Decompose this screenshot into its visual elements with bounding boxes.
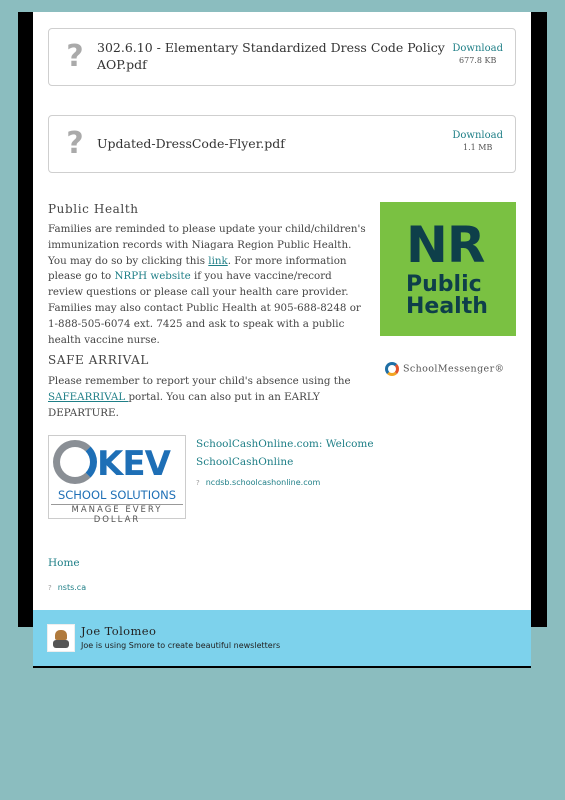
kev-swirl-icon — [53, 440, 97, 484]
text: portal. You can also put in an EARLY DEPARTURE. — [48, 390, 320, 419]
author-name[interactable]: Joe Tolomeo — [81, 624, 157, 638]
file-size: 1.1 MB — [463, 143, 493, 152]
author-footer — [33, 610, 531, 666]
logo-text: Health — [406, 294, 488, 319]
file-card-dress-code-policy[interactable] — [48, 28, 516, 86]
logo-text: Public — [406, 272, 482, 297]
nr-public-health-logo — [380, 202, 516, 336]
text: if you have vaccine/record review questions or please call your health care provider. Families may also contact Public Health at 905-688-8248 or 1-888-505-6074 ext. 7425 and ask to speak with a public health vaccine nurse. — [48, 270, 361, 346]
globe-icon: ? — [48, 584, 52, 592]
newsletter-body — [33, 12, 531, 610]
public-health-heading: Public Health — [48, 202, 139, 216]
home-url[interactable] — [48, 583, 86, 592]
logo-text — [406, 274, 488, 318]
url-text[interactable]: ncdsb.schoolcashonline.com — [205, 478, 321, 487]
question-mark-icon: ? — [66, 126, 84, 161]
home-link-title[interactable]: Home — [48, 557, 80, 569]
logo-text: NR — [406, 216, 485, 274]
divider — [33, 666, 531, 668]
globe-icon: ? — [196, 479, 200, 487]
nrph-website-link[interactable]: NRPH website — [114, 270, 191, 283]
text: Families are reminded to please update your child/children's immunization records with Niagara Region Public Health. You may do so by clicking this — [48, 223, 366, 267]
logo-text: SchoolMessenger® — [403, 363, 505, 375]
logo-text: SCHOOL SOLUTIONS — [57, 488, 177, 502]
schoolcash-link-title[interactable]: SchoolCashOnline.com: Welcome SchoolCashOnline — [196, 438, 374, 468]
safe-arrival-paragraph — [48, 374, 378, 421]
kev-school-solutions-logo[interactable] — [48, 435, 186, 525]
file-size: 677.8 KB — [459, 56, 497, 65]
safearrival-link[interactable]: SAFEARRIVAL — [48, 390, 129, 403]
text: . For more information please go to — [48, 254, 347, 283]
smore-note[interactable]: Joe is using Smore to create beautiful newsletters — [81, 641, 281, 650]
download-block[interactable] — [452, 43, 503, 65]
file-card-dress-code-flyer[interactable] — [48, 115, 516, 173]
schoolmessenger-logo — [385, 362, 504, 380]
safe-arrival-heading: SAFE ARRIVAL — [48, 353, 149, 367]
file-name[interactable]: 302.6.10 - Elementary Standardized Dress Code Policy AOP.pdf — [97, 40, 445, 72]
avatar[interactable] — [47, 624, 75, 652]
file-name[interactable]: Updated-DressCode-Flyer.pdf — [97, 136, 285, 151]
schoolmessenger-icon — [385, 362, 399, 376]
question-mark-icon: ? — [66, 39, 84, 74]
logo-text: MANAGE EVERY DOLLAR — [51, 504, 183, 525]
download-link[interactable]: Download — [452, 130, 503, 141]
public-health-paragraph — [48, 222, 368, 348]
logo-text: KEV — [97, 444, 170, 484]
immunization-link[interactable]: link — [208, 254, 228, 267]
download-block[interactable] — [452, 130, 503, 152]
url-text[interactable]: nsts.ca — [57, 583, 87, 592]
schoolcash-url[interactable] — [196, 478, 320, 487]
download-link[interactable]: Download — [452, 43, 503, 54]
text: Please remember to report your child's absence using the — [48, 375, 351, 387]
